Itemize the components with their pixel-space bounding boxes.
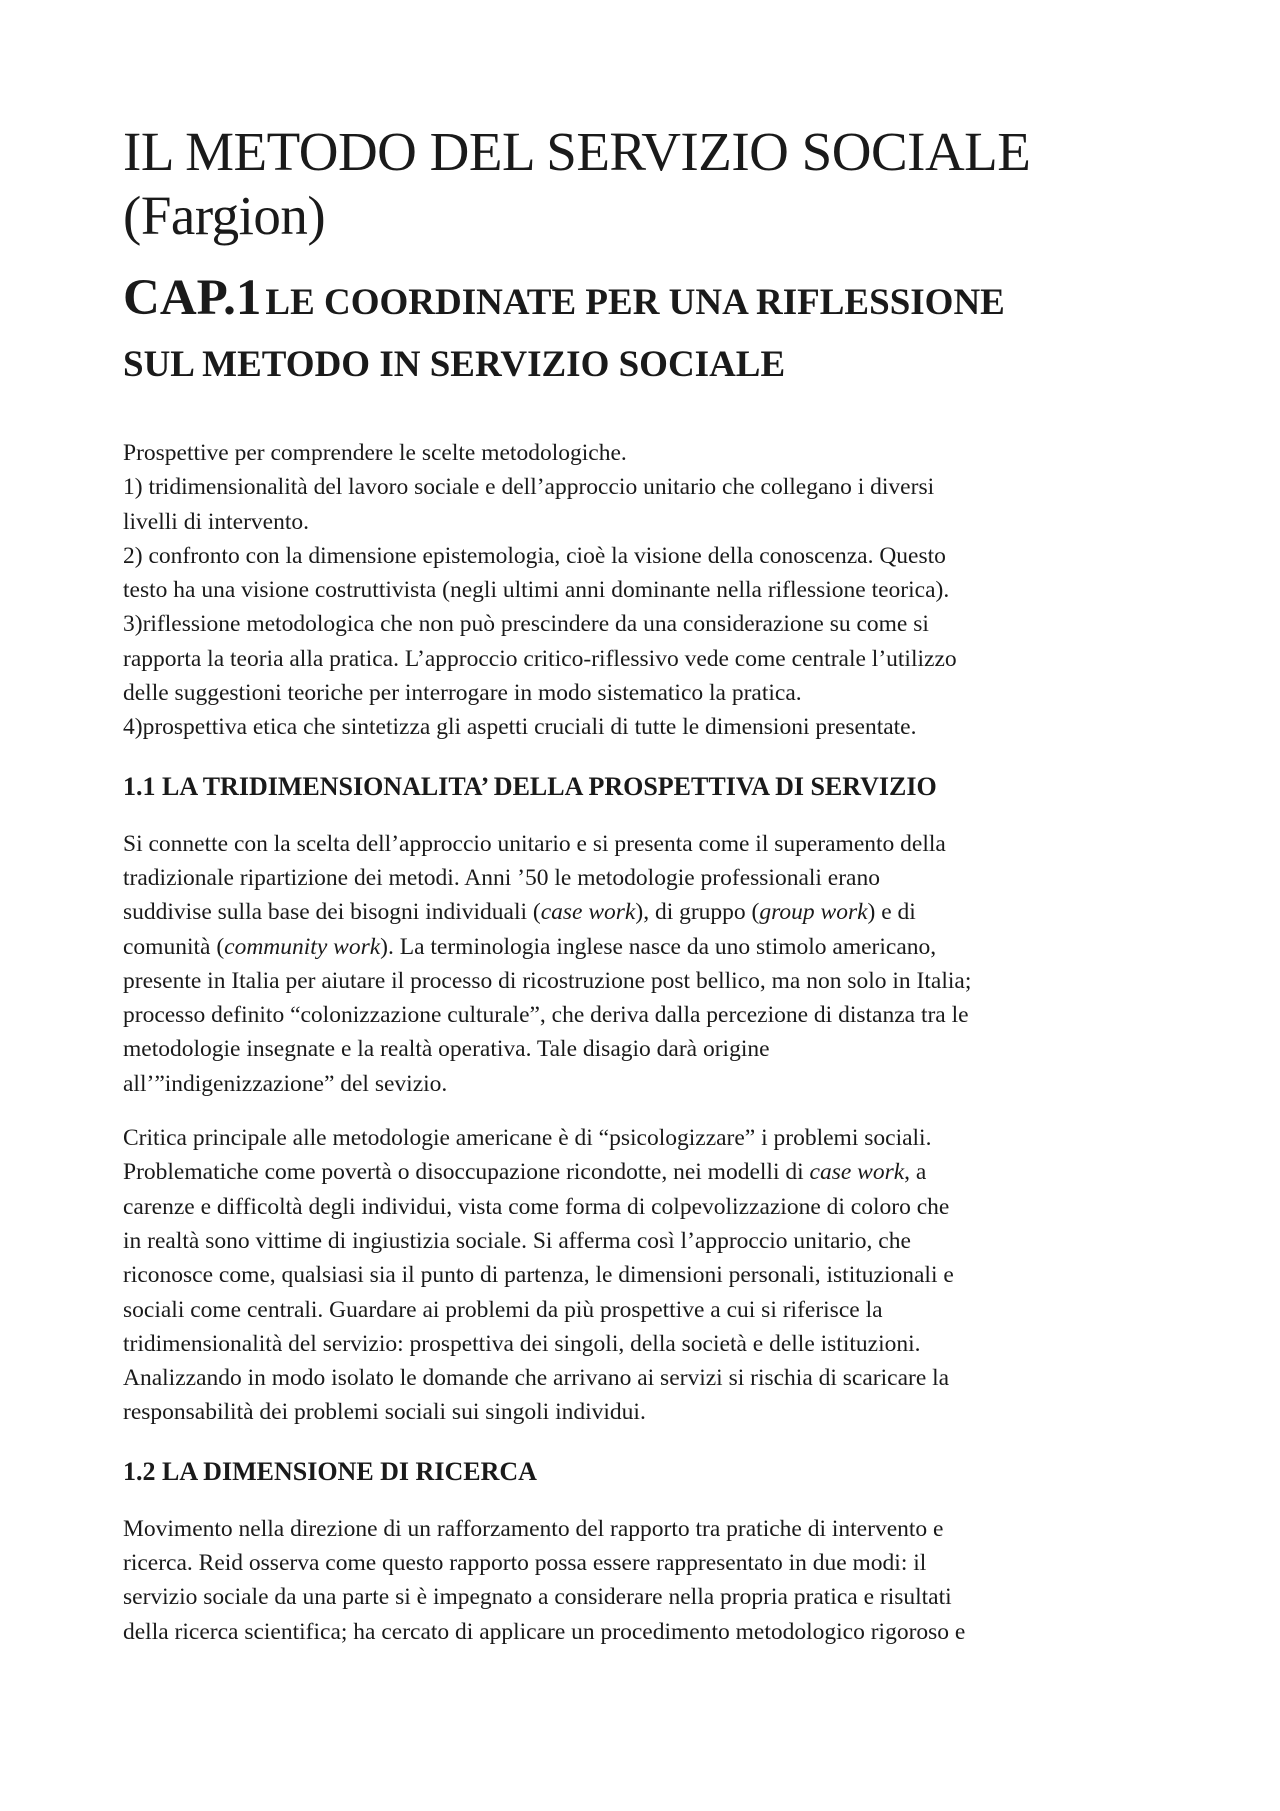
section-1-1-paragraph-2 xyxy=(123,1121,1173,1430)
intro-line: delle suggestioni teoriche per interrogare in modo sistematico la pratica. xyxy=(123,680,802,707)
paragraph-line: sociali come centrali. Guardare ai problemi da più prospettive a cui si riferisce la xyxy=(123,1296,883,1323)
text-fragment: suddivise sulla base dei bisogni individuali ( xyxy=(123,899,541,926)
paragraph-line: all’”indigenizzazione” del sevizio. xyxy=(123,1070,448,1097)
paragraph-line: metodologie insegnate e la realtà operativa. Tale disagio darà origine xyxy=(123,1036,770,1063)
paragraph-line: servizio sociale da una parte si è impegnato a considerare nella propria pratica e risultati xyxy=(123,1584,952,1611)
document-title xyxy=(123,120,1173,248)
document-title-line1: IL METODO DEL SERVIZIO SOCIALE xyxy=(123,121,1031,182)
document-page xyxy=(123,120,1173,1649)
section-heading-1-2: 1.2 LA DIMENSIONE DI RICERCA xyxy=(123,1456,537,1486)
section-1-2-paragraph-1 xyxy=(123,1512,1173,1649)
text-fragment: ). La terminologia inglese nasce da uno stimolo americano, xyxy=(380,933,937,960)
paragraph-line: della ricerca scientifica; ha cercato di applicare un procedimento metodologico rigoroso e xyxy=(123,1618,966,1645)
paragraph-line: tridimensionalità del servizio: prospettiva dei singoli, della società e delle istituzioni. xyxy=(123,1330,921,1357)
paragraph-line: Si connette con la scelta dell’approccio unitario e si presenta come il superamento della xyxy=(123,830,946,857)
paragraph-line: responsabilità dei problemi sociali sui singoli individui. xyxy=(123,1399,646,1426)
paragraph-line xyxy=(123,1155,1173,1189)
intro-line: livelli di intervento. xyxy=(123,508,310,535)
paragraph-line: riconosce come, qualsiasi sia il punto di partenza, le dimensioni personali, istituzionali e xyxy=(123,1262,954,1289)
paragraph-line: ricerca. Reid osserva come questo rapporto possa essere rappresentato in due modi: il xyxy=(123,1550,927,1577)
paragraph-line: Critica principale alle metodologie americane è di “psicologizzare” i problemi sociali. xyxy=(123,1125,932,1152)
text-fragment: ) e di xyxy=(867,899,916,926)
text-fragment: Problematiche come povertà o disoccupazione ricondotte, nei modelli di xyxy=(123,1159,810,1186)
chapter-title-line2: SUL METODO IN SERVIZIO SOCIALE xyxy=(123,344,786,385)
paragraph-line: tradizionale ripartizione dei metodi. Anni ’50 le metodologie professionali erano xyxy=(123,864,880,891)
section-1-1-paragraph-1 xyxy=(123,827,1173,1101)
document-title-line2: (Fargion) xyxy=(123,185,326,246)
intro-line: 4)prospettiva etica che sintetizza gli aspetti cruciali di tutte le dimensioni presentate. xyxy=(123,714,917,741)
intro-line: 1) tridimensionalità del lavoro sociale e dell’approccio unitario che collegano i diversi xyxy=(123,474,935,501)
text-fragment: comunità ( xyxy=(123,933,225,960)
paragraph-line: processo definito “colonizzazione culturale”, che deriva dalla percezione di distanza tra le xyxy=(123,1002,969,1029)
intro-line: 3)riflessione metodologica che non può prescindere da una considerazione su come si xyxy=(123,611,929,638)
chapter-heading xyxy=(123,270,1173,392)
paragraph-line: presente in Italia per aiutare il processo di ricostruzione post bellico, ma non solo in Italia; xyxy=(123,967,972,994)
paragraph-line: Analizzando in modo isolato le domande che arrivano ai servizi si rischia di scaricare la xyxy=(123,1365,950,1392)
intro-line: Prospettive per comprendere le scelte metodologiche. xyxy=(123,440,627,466)
paragraph-line xyxy=(123,930,1173,964)
emphasis-community-work: community work xyxy=(224,933,381,960)
text-fragment: ), di gruppo ( xyxy=(635,899,760,926)
intro-line: testo ha una visione costruttivista (negli ultimi anni dominante nella riflessione teorica). xyxy=(123,577,950,604)
paragraph-line: carenze e difficoltà degli individui, vista come forma di colpevolizzazione di coloro che xyxy=(123,1193,950,1220)
paragraph-line: Movimento nella direzione di un rafforzamento del rapporto tra pratiche di intervento e xyxy=(123,1515,944,1542)
text-fragment: , a xyxy=(904,1159,927,1186)
chapter-number: CAP.1 xyxy=(123,270,262,326)
intro-line: 2) confronto con la dimensione epistemologia, cioè la visione della conoscenza. Questo xyxy=(123,542,946,569)
paragraph-line: in realtà sono vittime di ingiustizia sociale. Si afferma così l’approccio unitario, che xyxy=(123,1227,911,1254)
intro-line: rapporta la teoria alla pratica. L’approccio critico-riflessivo vede come centrale l’utilizzo xyxy=(123,645,957,672)
section-heading-1-1: 1.1 LA TRIDIMENSIONALITA’ DELLA PROSPETTIVA DI SERVIZIO xyxy=(123,771,937,801)
emphasis-group-work: group work xyxy=(759,899,868,926)
emphasis-case-work: case work xyxy=(809,1159,905,1186)
emphasis-case-work: case work xyxy=(540,899,636,926)
chapter-title-line1: LE COORDINATE PER UNA RIFLESSIONE xyxy=(265,282,1005,323)
intro-block xyxy=(123,436,1173,745)
paragraph-line xyxy=(123,895,1173,929)
